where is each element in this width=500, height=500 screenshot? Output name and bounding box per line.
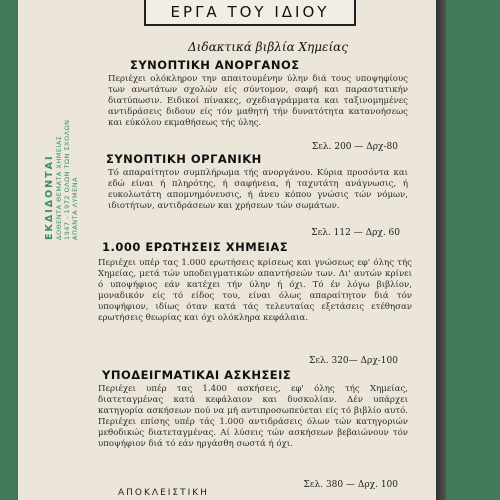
sidebar-notice [44,120,79,240]
sidebar-line-2: ΔΟΘΕΝΤΑ ΘΕΜΑΤΑ ΧΗΜΕΙΑΣ [55,135,63,240]
sidebar-line-3: 1947 - 1972 ΟΛΩΝ ΤΩΝ ΣΧΟΛΩΝ [63,119,71,240]
sidebar-line-4: ΑΠΑΝΤΑ ΛΥΜΕΝΑ [71,176,79,240]
title-box [144,0,356,26]
section-title-1: ΣΥΝΟΠΤΙΚΗ ΑΝΟΡΓΑΝΟΣ [130,58,300,72]
section-price-2: Σελ. 112 — Δρχ. 60 [311,228,400,238]
book-back-cover [18,0,436,500]
subtitle: Διδακτικά βιβλία Χημείας [187,40,348,54]
footer-text: ΑΠΟΚΛΕΙΣΤΙΚΗ [118,488,209,498]
sidebar-line-1: ΕΚΔΙΔΟΝΤΑΙ [44,154,55,240]
section-text-4: Περιέχει υπέρ τας 1.400 ασκήσεις, εφ' όλης τής Χημείας, διατεταγμένας κατά κεφάλαιον και δυσκολίαν. Δέν υπάρχει κατηγορία ασκήσεων πού να μή αντιπροσωπεύεται είς τό βιβλίο αυτό. Περιέχει επίσης υπέρ τάς 1.000 αντιδράσεις όλων τών κατηγοριών μεθοδικώς διατεταγμένας. Αί λύσεις τών ασκήσεων βεβαιώνουν τόν υποψήφιον διά τό εάν ηργάσθη σωστά ή όχι. [98,384,408,449]
section-text-2: Τό απαραίτητον συμπλήρωμα τής ανοργάνου. Κύρια προσόντα και εδώ είναι ή πληρότης, ή σαφήνεια, ή ταχυτάτη ανάγνωσις, ή ευκολωτάτη απομνημόνευσις, ή άνευ κόπου γνώσις τών νόμων, ιδιοτήτων, αντιδράσεων και χρήσεων τών σωμάτων. [108,168,408,211]
page-title: ΕΡΓΑ ΤΟΥ ΙΔΙΟΥ [170,3,330,21]
section-text-1: Περιέχει ολόκληρον την απαιτουμένην ύλην διά τους υποψηφίους των ανωτάτων σχολών είς σύντομον, σαφή και παραστατικήν διατύπωσιν. Ειδικοί πίνακες, σχεδιαγράμματα και ταξινομημένες αντιδράσεις διδουν είς τόν μαθητή τήν δυνατότητα κατανοήσεως και εύκόλου εκμαθήσεως τής ύλης. [108,74,408,128]
section-text-3: Περιέχει υπέρ τας 1.000 ερωτήσεις κρίσεως και γνώσεως εφ' όλης τής Χημείας, μετά τών υποδειγματικών απαντήσεών των. Δι' αυτών κρίνει ό υποψήφιος εάν κατέχει τήν ύλην ή όχι. Τό έν λόγω βιβλίον, μοναδικόν είς τό είδος του, είναι όλως απαραίτητον διά τόν υποψήφιον, ιδίως όταν κατά τάς τελευταίας εξετάσεις ετέθησαν ερωτήσεις θεωρίας και όχι ολόκληρα κεφάλαια. [98,258,412,323]
section-price-4: Σελ. 380 — Δρχ. 100 [303,480,398,490]
section-price-1: Σελ. 200 — Δρχ-80 [311,142,398,152]
section-price-3: Σελ. 320— Δρχ-100 [309,356,398,366]
section-title-4: ΥΠΟΔΕΙΓΜΑΤΙΚΑΙ ΑΣΚΗΣΕΙΣ [102,368,292,382]
section-title-2: ΣΥΝΟΠΤΙΚΗ ΟΡΓΑΝΙΚΗ [106,152,262,166]
section-title-3: 1.000 ΕΡΩΤΗΣΕΙΣ ΧΗΜΕΙΑΣ [102,240,289,254]
